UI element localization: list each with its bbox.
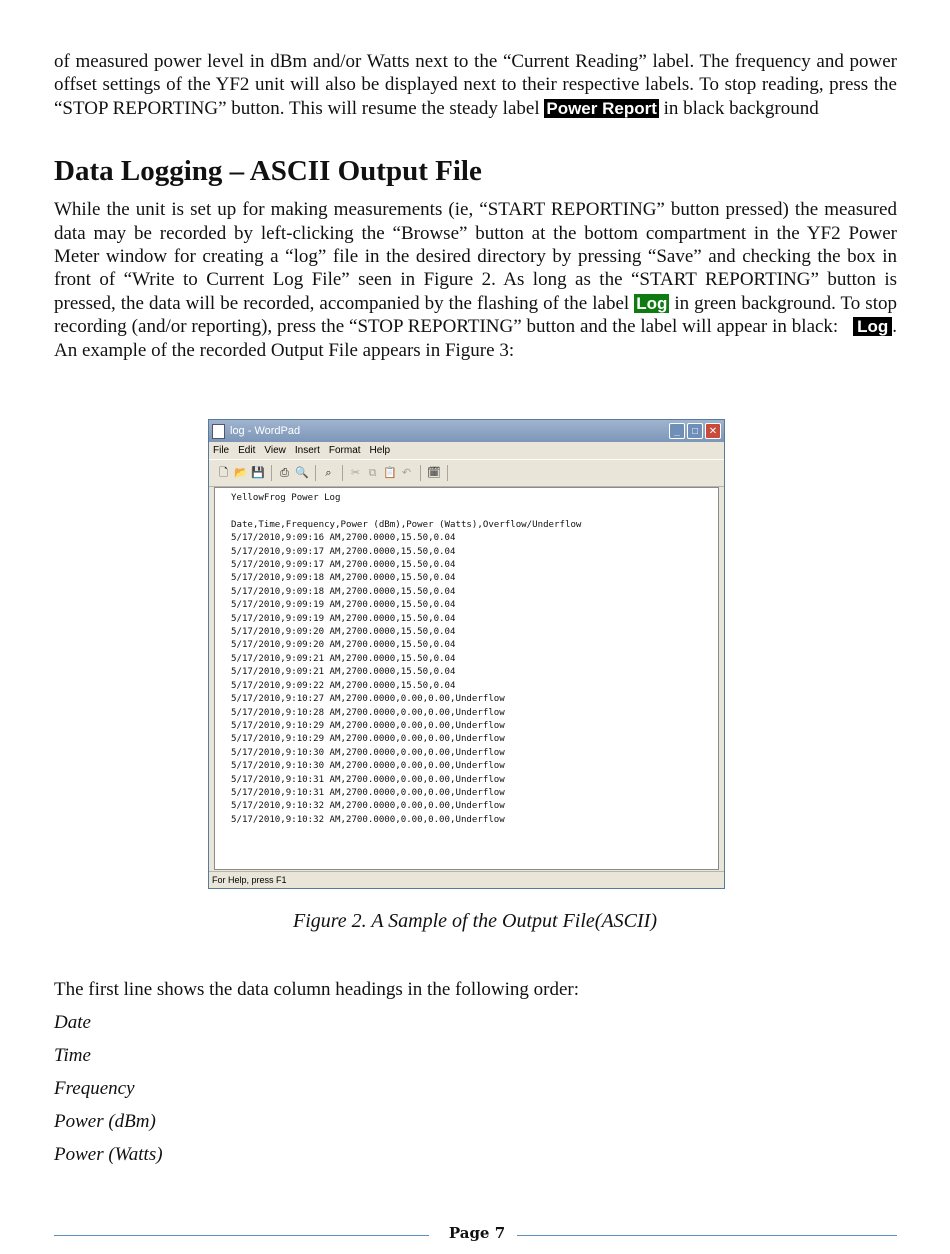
open-folder-icon[interactable]: 📂 bbox=[234, 466, 248, 479]
minimize-button[interactable]: _ bbox=[669, 423, 685, 439]
close-button[interactable]: ✕ bbox=[705, 423, 721, 439]
section-heading: Data Logging – ASCII Output File bbox=[54, 155, 482, 188]
menu-insert[interactable]: Insert bbox=[294, 445, 320, 456]
paragraph-text: While the unit is set up for making measurements (ie, “START REPORTING” button pressed) the measured data may be recorded by left-clicking the “Browse” button at the bottom compartment in the YF2 Power Meter window for creating a “log” file in the desired directory by pressing “Save” and checking the box in front of “Write to Current Log File” seen in Figure 2. As long as the “START REPORTING” button is pressed, the data will be recorded, accompanied by the flashing of the label bbox=[54, 199, 897, 314]
column-heading-item: Frequency bbox=[54, 1078, 135, 1099]
maximize-button[interactable]: □ bbox=[687, 423, 703, 439]
toolbar bbox=[209, 459, 724, 487]
paragraph-data-logging bbox=[54, 198, 897, 362]
menu-file[interactable]: File bbox=[213, 445, 230, 456]
log-file-content: YellowFrog Power Log Date,Time,Frequency,Power (dBm),Power (Watts),Overflow/Underflow 5/17/2010,9:09:16 AM,2700.0000,15.50,0.04 5/17/2010,9:09:17 AM,2700.0000,15.50,0.04 5/17/2010,9:09:17 AM,2700.0000,15.50,0.04 5/17/2010,9:09:18 AM,2700.0000,15.50,0.04 5/17/2010,9:09:18 AM,2700.0000,15.50,0.04 5/17/2010,9:09:19 AM,2700.0000,15.50,0.04 5/17/2010,9:09:19 AM,2700.0000,15.50,0.04 5/17/2010,9:09:20 AM,2700.0000,15.50,0.04 5/17/2010,9:09:20 AM,2700.0000,15.50,0.04 5/17/2010,9:09:21 AM,2700.0000,15.50,0.04 5/17/2010,9:09:21 AM,2700.0000,15.50,0.04 5/17/2010,9:09:22 AM,2700.0000,15.50,0.04 5/17/2010,9:10:27 AM,2700.0000,0.00,0.00,Underflow 5/17/2010,9:10:28 AM,2700.0000,0.00,0.00,Underflow 5/17/2010,9:10:29 AM,2700.0000,0.00,0.00,Underflow 5/17/2010,9:10:29 AM,2700.0000,0.00,0.00,Underflow 5/17/2010,9:10:30 AM,2700.0000,0.00,0.00,Underflow 5/17/2010,9:10:30 AM,2700.0000,0.00,0.00,Underflow 5/17/2010,9:10:31 AM,2700.0000,0.00,0.00,Underflow 5/17/2010,9:10:31 AM,2700.0000,0.00,0.00,Underflow 5/17/2010,9:10:32 AM,2700.0000,0.00,0.00,Underflow 5/17/2010,9:10:32 AM,2700.0000,0.00,0.00,Underflow bbox=[231, 493, 582, 825]
column-intro-text: The first line shows the data column headings in the following order: bbox=[54, 979, 580, 1000]
document-icon bbox=[212, 424, 225, 439]
paragraph-text: of measured power level in dBm and/or Watts next to the “Current Reading” label. The frequency and power offset settings of the YF2 unit will also be displayed next to their respective labels. To stop reading, press the “STOP REPORTING” button. This will resume the steady label bbox=[54, 51, 897, 119]
wordpad-window-screenshot bbox=[208, 419, 725, 889]
cut-icon[interactable]: ✂ bbox=[350, 466, 361, 479]
page-number: Page 7 bbox=[448, 1224, 506, 1242]
menu-help[interactable]: Help bbox=[369, 445, 391, 456]
toolbar-separator bbox=[342, 465, 343, 481]
document-text-area[interactable] bbox=[214, 487, 719, 870]
new-document-icon[interactable]: 🗋 bbox=[219, 466, 228, 479]
menu-view[interactable]: View bbox=[264, 445, 286, 456]
window-title: log - WordPad bbox=[230, 425, 301, 437]
status-bar: For Help, press F1 bbox=[209, 871, 724, 888]
find-icon[interactable]: ⌕ bbox=[325, 466, 332, 479]
menu-format[interactable]: Format bbox=[328, 445, 361, 456]
window-titlebar bbox=[209, 420, 724, 442]
toolbar-separator bbox=[315, 465, 316, 481]
power-report-label: Power Report bbox=[546, 98, 657, 118]
column-heading-item: Power (Watts) bbox=[54, 1144, 163, 1165]
paragraph-power-report bbox=[54, 50, 897, 120]
save-icon[interactable]: 💾 bbox=[251, 466, 265, 479]
footer-rule-left bbox=[54, 1235, 429, 1236]
paragraph-text: . An example of the recorded Output File appears in Figure 3: bbox=[54, 316, 897, 361]
log-label-black: Log bbox=[853, 317, 892, 336]
menu-bar bbox=[209, 442, 724, 459]
page-footer bbox=[54, 1224, 897, 1246]
figure-caption: Figure 2. A Sample of the Output File(ASCII) bbox=[292, 910, 657, 932]
column-heading-item: Date bbox=[54, 1012, 91, 1033]
toolbar-separator bbox=[420, 465, 421, 481]
column-heading-item: Time bbox=[54, 1045, 91, 1066]
footer-rule-right bbox=[517, 1235, 897, 1236]
date-time-icon[interactable]: 🗓 bbox=[427, 466, 441, 479]
paste-icon[interactable]: 📋 bbox=[383, 466, 397, 479]
column-headings-section bbox=[54, 978, 897, 1166]
column-heading-item: Power (dBm) bbox=[54, 1111, 156, 1132]
toolbar-separator bbox=[447, 465, 448, 481]
print-icon[interactable]: ⎙ bbox=[280, 466, 289, 479]
log-label-green: Log bbox=[636, 293, 668, 313]
undo-icon[interactable]: ↶ bbox=[401, 466, 412, 479]
print-preview-icon[interactable]: 🔍 bbox=[295, 466, 309, 479]
menu-edit[interactable]: Edit bbox=[238, 445, 256, 456]
copy-icon[interactable]: ⧉ bbox=[368, 466, 377, 479]
document-body bbox=[54, 50, 897, 362]
paragraph-text: in black background bbox=[658, 97, 819, 119]
paragraph-text: in green background. To stop recording (and/or reporting), press the “STOP REPORTING” button and the label will appear in black: bbox=[54, 292, 897, 338]
toolbar-separator bbox=[271, 465, 272, 481]
